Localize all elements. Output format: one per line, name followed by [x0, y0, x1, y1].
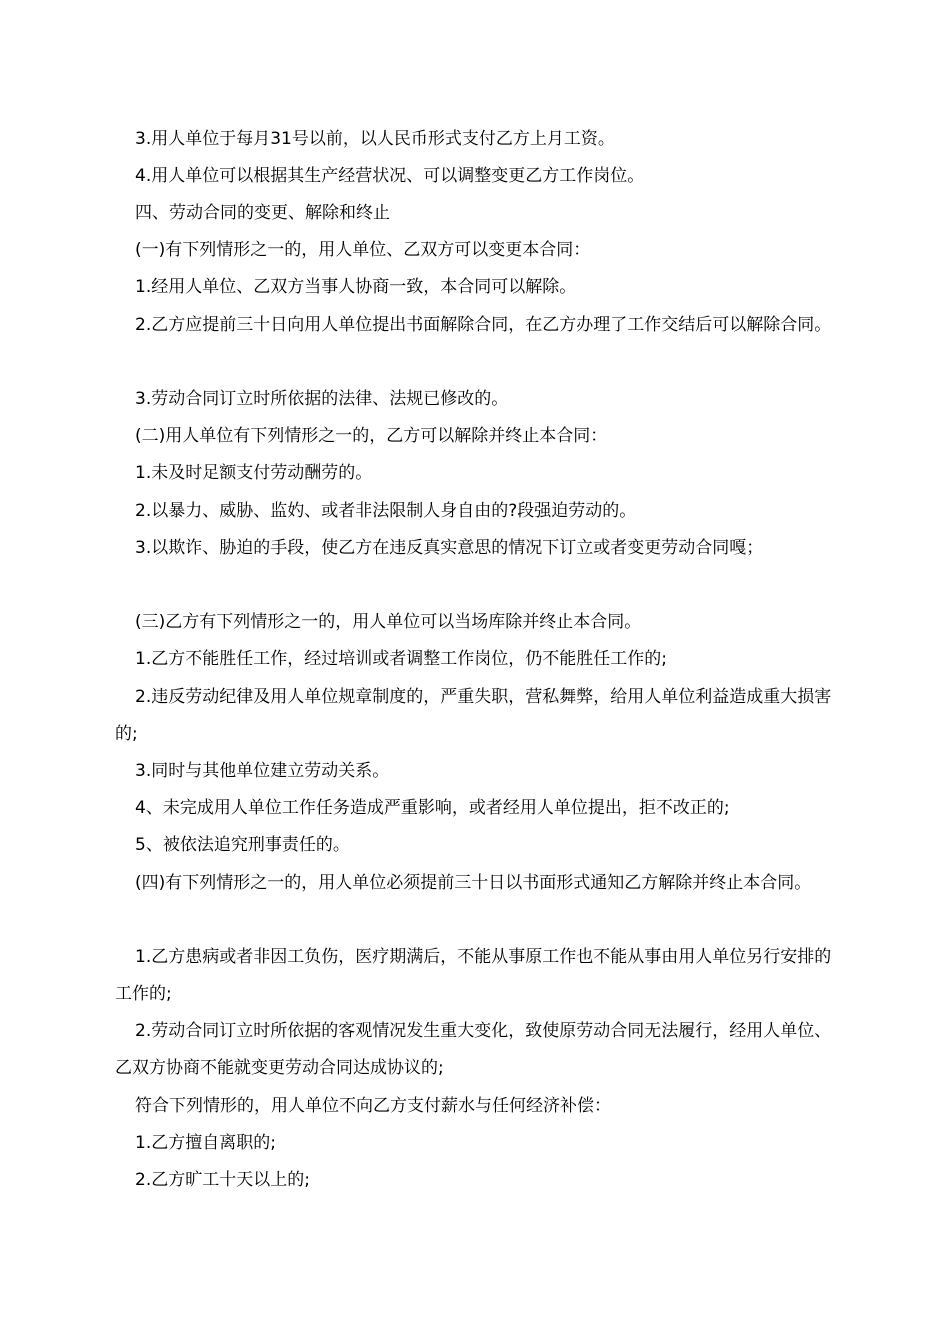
paragraph-item: 1.经用人单位、乙双方当事人协商一致，本合同可以解除。	[135, 277, 577, 297]
paragraph-item: 2.乙方应提前三十日向用人单位提出书面解除合同，在乙方办理了工作交结后可以解除合同。	[135, 315, 832, 335]
paragraph-salary-payment: 3.用人单位于每月31号以前，以人民币形式支付乙方上月工资。	[135, 129, 615, 149]
paragraph-item: 3.同时与其他单位建立劳动关系。	[135, 761, 390, 781]
paragraph-item: 2.乙方旷工十天以上的;	[135, 1170, 310, 1190]
section-heading-contract-change: 四、劳动合同的变更、解除和终止	[135, 203, 390, 223]
paragraph-job-adjustment: 4.用人单位可以根据其生产经营状况、可以调整变更乙方工作岗位。	[135, 166, 645, 186]
paragraph-item: 4、未完成用人单位工作任务造成严重影响，或者经用人单位提出，拒不改正的;	[135, 798, 730, 818]
subsection-heading-3: (三)乙方有下列情形之一的，用人单位可以当场库除并终止本合同。	[135, 612, 642, 632]
paragraph-item: 2.以暴力、威胁、监妁、或者非法限制人身自由的?段强迫劳动的。	[135, 501, 637, 521]
paragraph-item: 2.劳动合同订立时所依据的客观情况发生重大变化，致使原劳动合同无法履行，经用人单位、乙双方协商不能就变更劳动合同达成协议的;	[115, 1021, 832, 1078]
paragraph-item: 1.乙方擅自离职的;	[135, 1133, 276, 1153]
paragraph-no-compensation: 符合下列情形的，用人单位不向乙方支付薪水与任何经济补偿：	[135, 1096, 611, 1116]
paragraph-item: 5、被依法追究刑事责任的。	[135, 835, 350, 855]
paragraph-item: 1.未及时足额支付劳动酬劳的。	[135, 463, 373, 483]
paragraph-item: 3.以欺诈、胁迫的手段，使乙方在违反真实意思的情况下订立或者变更劳动合同嘎；	[135, 538, 764, 558]
subsection-heading-4: (四)有下列情形之一的，用人单位必须提前三十日以书面形式通知乙方解除并终止本合同。	[135, 873, 812, 893]
paragraph-item: 2.违反劳动纪律及用人单位规章制度的，严重失职，营私舞弊，给用人单位利益造成重大损害的;	[115, 687, 832, 744]
paragraph-item: 1.乙方患病或者非因工负伤，医疗期满后，不能从事原工作也不能从事由用人单位另行安排的工作的;	[115, 947, 832, 1004]
paragraph-item: 3.劳动合同订立时所依据的法律、法规已修改的。	[135, 389, 509, 409]
subsection-heading-1: (一)有下列情形之一的，用人单位、乙双方可以变更本合同：	[135, 240, 591, 260]
subsection-heading-2: (二)用人单位有下列情形之一的，乙方可以解除并终止本合同：	[135, 426, 608, 446]
paragraph-item: 1.乙方不能胜任工作，经过培训或者调整工作岗位，仍不能胜任工作的;	[135, 649, 667, 669]
